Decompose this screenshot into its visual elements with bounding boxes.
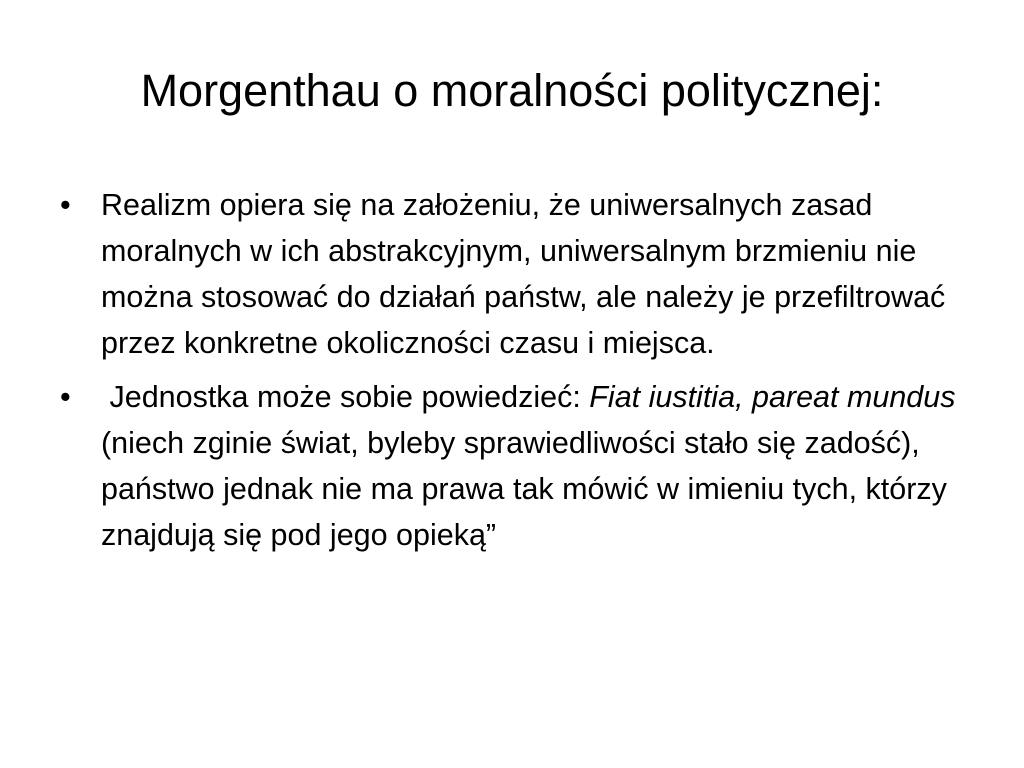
bullet-icon: • (60, 188, 71, 222)
latin-quote: Fiat iustitia, pareat mundus (589, 380, 956, 414)
bullet-list (60, 182, 980, 566)
bullet-text-tail: (niech zginie świat, byleby sprawiedliwości stało się zadość), państwo jednak nie ma prawa tak mówić w imieniu tych, którzy znajdują się pod jego opieką” (101, 426, 947, 552)
slide-title: Morgenthau o moralności politycznej: (140, 65, 884, 116)
bullet-icon: • (60, 380, 71, 414)
bullet-text-realism: Realizm opiera się na założeniu, że uniwersalnych zasad moralnych w ich abstrakcyjnym, uniwersalnym brzmieniu nie można stosować do działań państw, ale należy je przefiltrować przez konkretne okoliczności czasu i miejsca. (101, 188, 946, 360)
bullet-text-individual (101, 380, 955, 552)
bullet-text-lead: Jednostka może sobie powiedzieć: (101, 380, 590, 414)
list-item (60, 374, 980, 558)
list-item (60, 182, 980, 366)
